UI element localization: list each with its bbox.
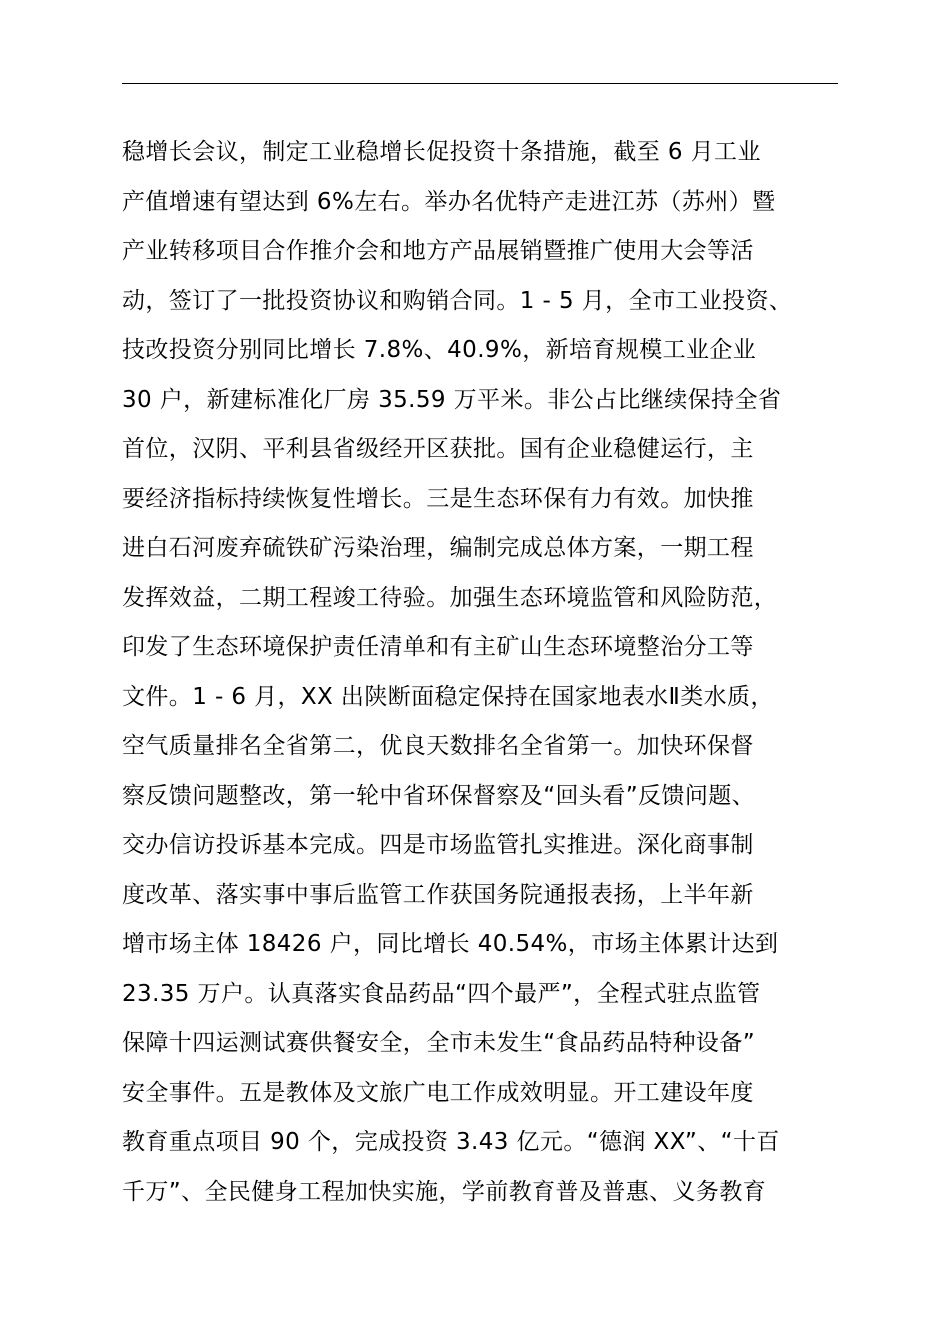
text-line: 要经济指标持续恢复性增长。三是生态环保有力有效。加快推 (122, 485, 754, 512)
text-line: 发挥效益，二期工程竣工待验。加强生态环境监管和风险防范， (122, 584, 778, 611)
text-line: 产值增速有望达到 6%左右。举办名优特产走进江苏（苏州）暨 (122, 188, 776, 215)
text-line: 增市场主体 18426 户，同比增长 40.54%，市场主体累计达到 (122, 931, 779, 957)
text-line: 稳增长会议，制定工业稳增长促投资十条措施，截至 6 月工业 (122, 139, 761, 165)
text-line: 23.35 万户。认真落实食品药品“四个最严”，全程式驻点监管 (122, 980, 761, 1007)
text-line: 千万”、全民健身工程加快实施，学前教育普及普惠、义务教育 (122, 1178, 767, 1205)
body-text (122, 128, 882, 1217)
text-line: 首位，汉阴、平利县省级经开区获批。国有企业稳健运行，主 (122, 436, 754, 462)
header-rule (122, 83, 838, 84)
text-line: 教育重点项目 90 个，完成投资 3.43 亿元。“德润 XX”、“十百 (122, 1129, 780, 1155)
text-line: 察反馈问题整改，第一轮中省环保督察及“回头看”反馈问题、 (122, 782, 756, 809)
text-line: 动，签订了一批投资协议和购销合同。1 - 5 月，全市工业投资、 (122, 287, 793, 314)
text-line: 技改投资分别同比增长 7.8%、40.9%，新培育规模工业企业 (122, 337, 757, 363)
text-line: 文件。1 - 6 月，XX 出陕断面稳定保持在国家地表水Ⅱ类水质， (122, 683, 774, 710)
text-line: 30 户，新建标准化厂房 35.59 万平米。非公占比继续保持全省 (122, 386, 782, 413)
text-line: 产业转移项目合作推介会和地方产品展销暨推广使用大会等活 (122, 238, 754, 264)
text-line: 安全事件。五是教体及文旅广电工作成效明显。开工建设年度 (122, 1079, 754, 1106)
text-line: 进白石河废弃硫铁矿污染治理，编制完成总体方案，一期工程 (122, 535, 754, 561)
text-line: 度改革、落实事中事后监管工作获国务院通报表扬，上半年新 (122, 881, 754, 908)
text-line: 空气质量排名全省第二，优良天数排名全省第一。加快环保督 (122, 733, 754, 759)
text-line: 保障十四运测试赛供餐安全，全市未发生“食品药品特种设备” (122, 1030, 756, 1056)
text-line: 交办信访投诉基本完成。四是市场监管扎实推进。深化商事制 (122, 832, 754, 858)
text-line: 印发了生态环境保护责任清单和有主矿山生态环境整治分工等 (122, 634, 754, 660)
